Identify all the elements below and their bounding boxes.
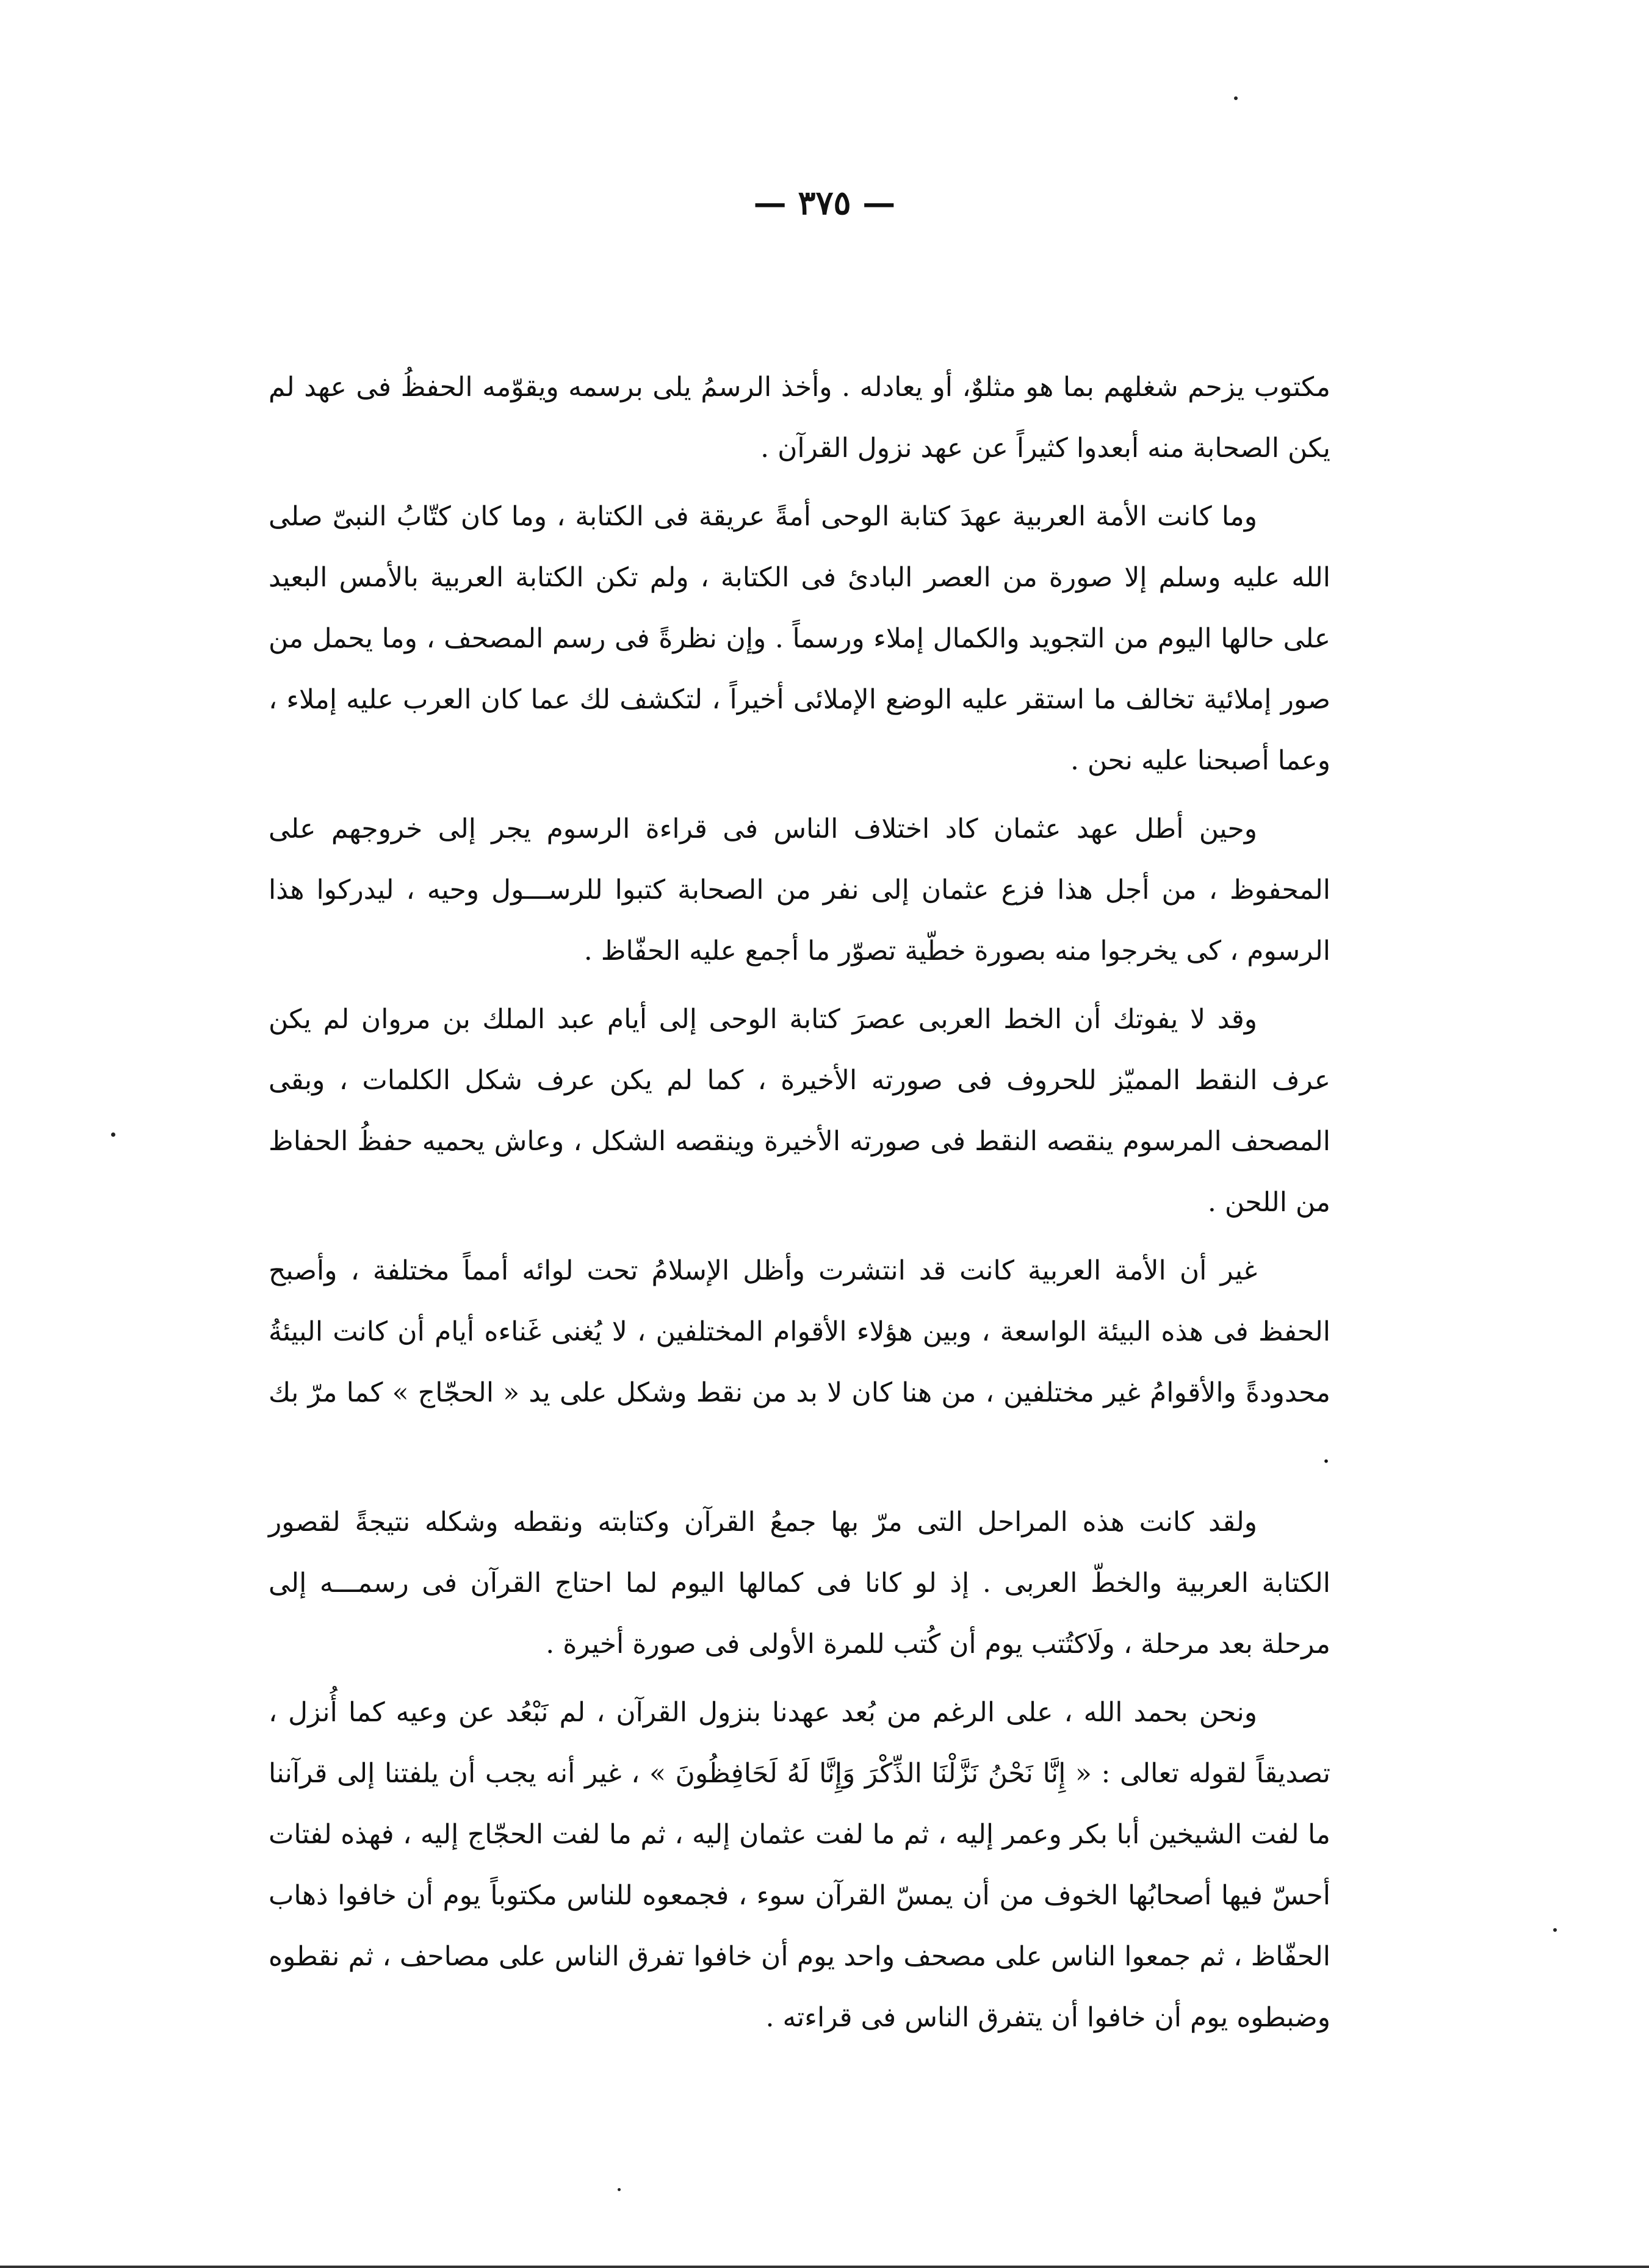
scan-speck [1553,1928,1557,1932]
paragraph-7: ونحن بحمد الله ، على الرغم من بُعد عهدنا بنزول القرآن ، لم نَبْعُد عن وعيه كما أُنزل ، تصديقاً لقوله تعالى : « إِنَّا نَحْنُ نَزَّلْنَا الذِّكْرَ وَإِنَّا لَهُ لَحَافِظُونَ » ، غير أنه يجب أن يلفتنا إلى قرآننا ما لفت الشيخين أبا بكر وعمر إليه ، ثم ما لفت عثمان إليه ، ثم ما لفت الحجّاج إليه ، فهذه لفتات أحسّ فيها أصحابُها الخوف من أن يمسّ القرآن سوء ، فجمعوه للناس مكتوباً يوم أن خافوا ذهاب الحفّاظ ، ثم جمعوا الناس على مصحف واحد يوم أن خافوا تفرق الناس على مصاحف ، ثم نقطوه وضبطوه يوم أن خافوا أن يتفرق الناس فى قراءته . [269,1697,1330,2033]
paragraph-4: وقد لا يفوتك أن الخط العربى عصرَ كتابة الوحى إلى أيام عبد الملك بن مروان لم يكن عرف النقط المميّز للحروف فى صورته الأخيرة ، كما لم يكن عرف شكل الكلمات ، وبقى المصحف المرسوم ينقصه النقط فى صورته الأخيرة وينقصه الشكل ، وعاش يحميه حفظُ الحفاظ من اللحن . [269,1004,1330,1218]
scan-speck [618,2188,621,2191]
page-number: — ٣٧٥ — [753,183,896,222]
scan-edge-line [0,2266,1649,2268]
paragraph-2: وما كانت الأمة العربية عهدَ كتابة الوحى أمةً عريقة فى الكتابة ، وما كان كتّابُ النبىّ صلى الله عليه وسلم إلا صورة من العصر البادئ فى الكتابة ، ولم تكن الكتابة العربية بالأمس البعيد على حالها اليوم من التجويد والكمال إملاء ورسماً . وإن نظرةً فى رسم المصحف ، وما يحمل من صور إملائية تخالف ما استقر عليه الوضع الإملائى أخيراً ، لتكشف لك عما كان العرب عليه إملاء ، وعما أصبحنا عليه نحن . [269,501,1330,776]
scan-speck [111,1132,115,1137]
scan-speck [1234,96,1238,100]
paragraph-5: غير أن الأمة العربية كانت قد انتشرت وأظل الإسلامُ تحت لوائه أمماً مختلفة ، وأصبح الحفظ فى هذه البيئة الواسعة ، وبين هؤلاء الأقوام المختلفين ، لا يُغنى غَناءه أيام أن كانت البيئةُ محدودةً والأقوامُ غير مختلفين ، من هنا كان لا بد من نقط وشكل على يد « الحجّاج » كما مرّ بك . [269,1255,1330,1469]
paragraph-1: مكتوب يزحم شغلهم بما هو مثلوٌ، أو يعادله . وأخذ الرسمُ يلى برسمه ويقوّمه الحفظُ فى عهد لم يكن الصحابة منه أبعدوا كثيراً عن عهد نزول القرآن . [269,372,1330,464]
paragraph-6: ولقد كانت هذه المراحل التى مرّ بها جمعُ القرآن وكتابته ونقطه وشكله نتيجةً لقصور الكتابة العربية والخطّ العربى . إذ لو كانا فى كمالها اليوم لما احتاج القرآن فى رسمـــه إلى مرحلة بعد مرحلة ، ولَاكتُتب يوم أن كُتب للمرة الأولى فى صورة أخيرة . [269,1507,1330,1660]
paragraph-3: وحين أطل عهد عثمان كاد اختلاف الناس فى قراءة الرسوم يجر إلى خروجهم على المحفوظ ، من أجل هذا فزع عثمان إلى نفر من الصحابة كتبوا للرســـول وحيه ، ليدركوا هذا الرسوم ، كى يخرجوا منه بصورة خطّية تصوّر ما أجمع عليه الحفّاظ . [269,813,1330,967]
body-text [269,357,1330,2056]
